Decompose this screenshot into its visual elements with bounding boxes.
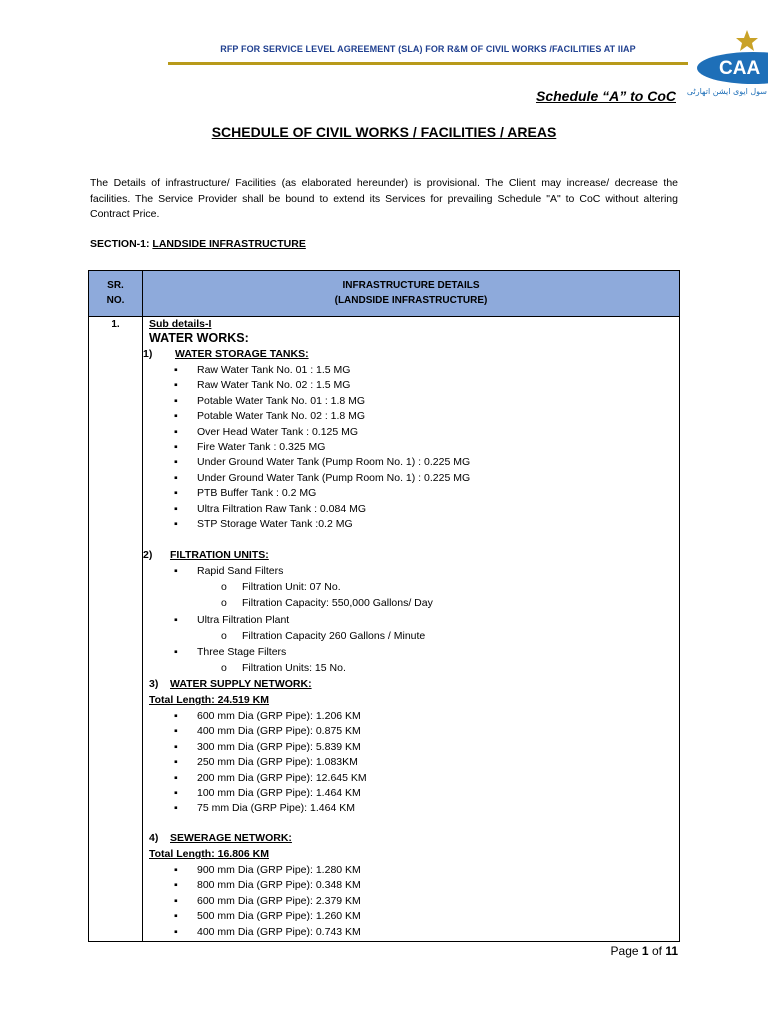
total-length: Total Length: 24.519 KM	[149, 694, 269, 706]
square-bullet-icon: ▪	[174, 864, 178, 876]
group-title: SEWERAGE NETWORK:	[170, 832, 292, 844]
list-item: Rapid Sand Filters	[197, 565, 284, 577]
group-title: WATER STORAGE TANKS:	[175, 348, 309, 360]
list-item: Ultra Filtration Plant	[197, 614, 290, 626]
header-title: RFP FOR SERVICE LEVEL AGREEMENT (SLA) FOR R&M OF CIVIL WORKS /FACILITIES AT IIAP	[220, 44, 636, 54]
circle-bullet-icon: o	[221, 597, 227, 609]
square-bullet-icon: ▪	[174, 379, 178, 392]
square-bullet-icon: ▪	[174, 787, 178, 799]
square-bullet-icon: ▪	[174, 710, 178, 722]
group-title: FILTRATION UNITS:	[170, 549, 269, 561]
schedule-reference: Schedule “A” to CoC	[535, 88, 676, 104]
intro-paragraph: The Details of infrastructure/ Facilities (as elaborated hereunder) is provisional. The Client may increase/ decrease the facilities. The Service Provider shall be bound to extend its Services for prevailing Schedule "A" to CoC without altering Contract Price.	[90, 177, 678, 220]
document-title: SCHEDULE OF CIVIL WORKS / FACILITIES / AREAS	[211, 124, 557, 140]
square-bullet-icon: ▪	[174, 502, 178, 515]
list-item: 400 mm Dia (GRP Pipe): 0.743 KM	[197, 925, 361, 938]
list-subitem: Filtration Unit: 07 No.	[242, 581, 341, 593]
list-item: 600 mm Dia (GRP Pipe): 2.379 KM	[197, 894, 361, 907]
list-item: Three Stage Filters	[197, 646, 287, 658]
list-subitem: Filtration Capacity: 550,000 Gallons/ Day	[242, 597, 433, 609]
group-number: 2)	[143, 549, 153, 561]
list-item: 400 mm Dia (GRP Pipe): 0.875 KM	[197, 725, 361, 738]
header-rule	[168, 62, 688, 65]
section-name: LANDSIDE INFRASTRUCTURE	[152, 238, 306, 250]
section-prefix: SECTION-1:	[90, 238, 153, 250]
square-bullet-icon: ▪	[174, 394, 178, 407]
square-bullet-icon: ▪	[174, 471, 178, 484]
infrastructure-table	[88, 270, 680, 942]
header-sr-line1: SR.	[107, 280, 124, 291]
list-item: Under Ground Water Tank (Pump Room No. 1) : 0.225 MG	[197, 471, 471, 484]
list-item: Potable Water Tank No. 01 : 1.8 MG	[197, 394, 366, 407]
total-length: Total Length: 16.806 KM	[149, 848, 269, 860]
circle-bullet-icon: o	[221, 581, 227, 593]
logo-urdu: سول ایوی ایشن اتھارٹی	[686, 87, 767, 96]
list-item: STP Storage Water Tank :0.2 MG	[197, 518, 353, 530]
group-number: 1)	[143, 348, 153, 360]
list-item: Potable Water Tank No. 02 : 1.8 MG	[197, 410, 366, 423]
header-sr-line2: NO.	[106, 295, 125, 306]
row-number: 1.	[111, 319, 120, 330]
square-bullet-icon: ▪	[174, 740, 178, 753]
page-of: of	[651, 944, 662, 958]
water-works-heading: WATER WORKS:	[149, 331, 249, 345]
square-bullet-icon: ▪	[174, 756, 178, 769]
header-details-line2: (LANDSIDE INFRASTRUCTURE)	[334, 295, 488, 306]
square-bullet-icon: ▪	[174, 725, 178, 738]
square-bullet-icon: ▪	[174, 925, 178, 938]
list-item: 100 mm Dia (GRP Pipe): 1.464 KM	[197, 787, 361, 799]
list-item: Fire Water Tank : 0.325 MG	[197, 441, 326, 453]
list-item: Over Head Water Tank : 0.125 MG	[197, 425, 359, 438]
sub-details-label: Sub details-I	[149, 318, 212, 330]
page-number	[611, 944, 678, 958]
list-item: Raw Water Tank No. 01 : 1.5 MG	[197, 364, 351, 376]
square-bullet-icon: ▪	[174, 910, 178, 923]
list-item: 200 mm Dia (GRP Pipe): 12.645 KM	[197, 771, 367, 784]
header-sr-no	[89, 278, 142, 308]
page-label: Page	[610, 944, 639, 958]
square-bullet-icon: ▪	[174, 410, 178, 423]
group-number: 4)	[149, 832, 159, 844]
square-bullet-icon: ▪	[174, 879, 178, 892]
square-bullet-icon: ▪	[174, 456, 178, 469]
square-bullet-icon: ▪	[174, 646, 178, 658]
square-bullet-icon: ▪	[174, 518, 178, 530]
list-item: 250 mm Dia (GRP Pipe): 1.083KM	[197, 756, 358, 769]
square-bullet-icon: ▪	[174, 487, 178, 500]
square-bullet-icon: ▪	[174, 894, 178, 907]
square-bullet-icon: ▪	[174, 614, 178, 626]
list-subitem: Filtration Units: 15 No.	[242, 662, 346, 674]
square-bullet-icon: ▪	[174, 441, 178, 453]
list-item: 75 mm Dia (GRP Pipe): 1.464 KM	[197, 802, 355, 815]
circle-bullet-icon: o	[221, 662, 227, 674]
list-item: Under Ground Water Tank (Pump Room No. 1) : 0.225 MG	[197, 456, 471, 469]
square-bullet-icon: ▪	[174, 425, 178, 438]
section-heading	[90, 238, 306, 250]
logo-text: CAA	[719, 58, 761, 79]
list-subitem: Filtration Capacity 260 Gallons / Minute	[242, 630, 426, 642]
header-details	[143, 278, 679, 308]
list-item: 800 mm Dia (GRP Pipe): 0.348 KM	[197, 879, 361, 892]
star-icon	[736, 30, 758, 51]
page-total: 11	[665, 944, 678, 958]
group-title: WATER SUPPLY NETWORK:	[170, 678, 312, 690]
list-item: 900 mm Dia (GRP Pipe): 1.280 KM	[197, 864, 361, 876]
group-number: 3)	[149, 678, 159, 690]
list-item: 500 mm Dia (GRP Pipe): 1.260 KM	[197, 910, 361, 923]
list-item: 600 mm Dia (GRP Pipe): 1.206 KM	[197, 710, 361, 722]
list-item: 300 mm Dia (GRP Pipe): 5.839 KM	[197, 740, 361, 753]
header-details-line1: INFRASTRUCTURE DETAILS	[342, 280, 480, 291]
column-divider	[142, 271, 143, 941]
circle-bullet-icon: o	[221, 630, 227, 642]
square-bullet-icon: ▪	[174, 771, 178, 784]
caa-logo	[686, 28, 768, 108]
page-current: 1	[641, 944, 649, 958]
square-bullet-icon: ▪	[174, 364, 178, 376]
square-bullet-icon: ▪	[174, 565, 178, 577]
list-item: PTB Buffer Tank : 0.2 MG	[197, 487, 317, 500]
square-bullet-icon: ▪	[174, 802, 178, 815]
list-item: Ultra Filtration Raw Tank : 0.084 MG	[197, 502, 367, 515]
list-item: Raw Water Tank No. 02 : 1.5 MG	[197, 379, 351, 392]
